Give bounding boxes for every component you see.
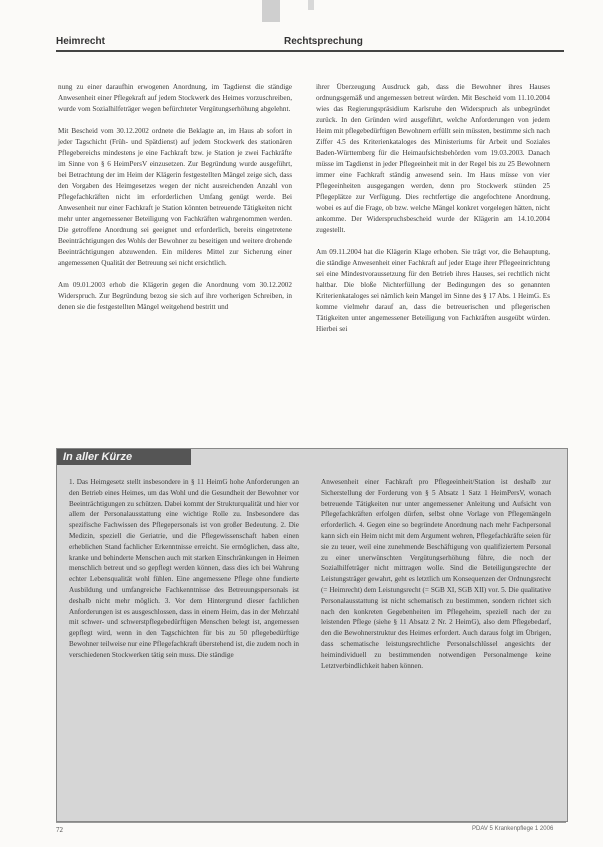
header-category-title: Rechtsprechung (284, 36, 363, 47)
footer-rule (56, 822, 566, 823)
summary-left-column (69, 477, 299, 661)
summary-right-column (321, 477, 551, 671)
footer-source: PDAV 5 Krankenpflege 1 2006 (472, 826, 554, 832)
summary-left-text: 1. Das Heimgesetz stellt insbesondere in § 11 HeimG hohe Anforderungen an den Betrieb eines Heimes, um das Wohl und die Gesundheit der Bewohner vor Beeinträchtigungen zu schützen. Dabei kommt der Strukturqualität und hier vor allem der Personalausstattung eine wichtige Rolle zu. Insbesondere das spezifische Fachwissen des Pflegepersonals ist von großer Bedeutung. 2. Die Medizin, speziell die Geriatrie, und die Pflegewissenschaft haben einen erheblichen Stand fachlicher Erkenntnisse erreicht. Sie ermöglichen, dass alte, kranke und behinderte Menschen auch mit starken Einschränkungen in Heimen menschlich betreut und so gepflegt werden können, dass dies ich bei Wahrung echter Lebensqualität wohl fühlen. Eine angemessene Pflege ohne fundierte Ausbildung und umfangreiche Fachkenntnisse des Betreuungspersonals ist deshalb nicht mehr möglich. 3. Vor dem Hintergrund dieser fachlichen Anforderungen ist es ausgeschlossen, dass in einem Heim, das in der Mehrzahl mit schwer- und schwerstpflegebedürftigen Menschen belegt ist, angemessen gepflegt wird, wenn in den Tagschichten für bis zu 50 pflegebedürftige Bewohner teilweise nur eine Pflegefachkraft überstehend ist, die zudem noch in verschiedenen Stockwerken tätig sein muss. Die ständige (69, 478, 299, 659)
right-paragraph-1: ihrer Überzeugung Ausdruck gab, dass die Bewohner ihres Hauses ordnungsgemäß und angemessen betreut würden. Mit Bescheid vom 11.10.2004 wies das Regierungspräsidium Karlsruhe den Widerspruch als unbegründet zurück. In den Gründen wird ausgeführt, welche Anforderungen von jedem Heim mit pflegebedürftigen Bewohnern erfüllt sein müssten, bestimme sich nach Ziffer 4.5 des Kriterienkataloges des Ministeriums für Arbeit und Soziales Baden-Württemberg für die Heimaufsichtsbehörden vom 19.03.2003. Danach müsse im Tagdienst in jeder Pflegeeinheit mit in der Regel bis zu 25 Bewohnern immer eine Fachkraft ständig anwesend sein. Im Haus müsse von vier Pflegeeinheiten ausgegangen werden, denn pro Stockwerk stünden 25 Pflegeplätze zur Verfügung. Dies rechtfertige die angefochtene Anordnung, wobei es auf die Frage, ob bzw. welche Mängel konkret vorgelegen hätten, nicht ankomme. Der Widerspruchsbescheid wurde der Klägerin am 14.10.2004 zugestellt. (316, 83, 550, 234)
page-header (56, 36, 564, 54)
summary-box-title: In aller Kürze (57, 449, 191, 465)
body-right-column (316, 82, 550, 346)
summary-right-text: Anwesenheit einer Fachkraft pro Pflegeeinheit/Station ist deshalb zur Sicherstellung der Forderung von § 5 Absatz 1 Satz 1 HeimPersV, wonach betreuende Tätigkeiten nur unter angemessener Anleitung und Aufsicht von Pflegefachkräften erfolgen dürfen, selbst ohne Vorlage von Pflegemängeln erforderlich. 4. Gegen eine so begründete Anordnung nach mehr Fachpersonal kann sich ein Heim nicht mit dem Argument wehren, Pflegefachkräfte seien für sie zu teuer, weil eine zunehmende Beschäftigung von qualifiziertem Personal zu einer unerwünschten Vergütungserhöhung führe, die noch der Sozialhilfeträger nicht mittragen wolle. Sind die Beteiligungsrechte der Leistungsträger gewahrt, geht es letztlich um Konsequenzen der Ordnungsrecht (= Heimrecht) dem Leistungsrecht (= SGB XI, SGB XII) vor. 5. Die qualitative Personalausstattung ist nicht schematisch zu bestimmen, sondern richtet sich nach den konkreten Gegebenheiten im Pflegeheim, speziell nach der zu leistenden Pflege (siehe § 11 Absatz 2 Nr. 2 HeimG), also dem Pflegebedarf, den die Bewohnerstruktur des Heimes erfordert. Auch daraus folgt im Übrigen, dass schematische leistungsrechtliche Personalschlüssel angesichts der heimindividuell zu bestimmenden notwendigen Personalmenge keine Letztverbindlichkeit haben können. (321, 478, 551, 670)
right-paragraph-2: Am 09.11.2004 hat die Klägerin Klage erhoben. Sie trägt vor, die Behauptung, die ständige Anwesenheit einer Fachkraft auf jeder Etage ihrer Pflegeeinrichtung sei eine Mindestvoraussetzung für den Betrieb ihres Hauses, sei rechtlich nicht haltbar. Die bloße Nichterfüllung der Bedingungen des so genannten Kriterienkataloges sei nämlich kein Mangel im Sinne des § 17 Abs. 1 HeimG. Es komme vielmehr darauf an, dass die betreuerischen und pflegerischen Tätigkeiten unter angemessener Beteiligung von Fachkräften ausgeübt würden. Hierbei sei (316, 248, 550, 333)
summary-box (56, 448, 568, 822)
scan-mark-top-small (308, 0, 314, 10)
scan-mark-top (262, 0, 280, 22)
left-paragraph-1: nung zu einer daraufhin erwogenen Anordnung, im Tagdienst die ständige Anwesenheit einer Pflegekraft auf jedem Stockwerk des Heimes vorzuschreiben, wurde vom Sozialhilfeträger wegen befürchteter Vergütungserhöhung abgelehnt. (58, 83, 292, 113)
page-number: 72 (56, 826, 63, 834)
left-paragraph-2: Mit Bescheid vom 30.12.2002 ordnete die Beklagte an, im Haus ab sofort in jeder Tagschicht (Früh- und Spätdienst) auf jedem Stockwerk des stationären Pflegebereichs mindestens je eine Fachkraft bzw. je Station je zwei Fachkräfte im Sinne von § 6 HeimPersV einzusetzen. Zur Begründung wurde ausgeführt, bei Betrachtung der im Heim der Klägerin festgestellten Mängel zeige sich, dass den Vorgaben des Heimgesetzes wegen der nicht ausreichenden Anzahl von Pflegefachkräften nicht im erforderlichen Umfang genügt werde. Bei Anwesenheit nur einer Fachkraft je Station könnten betreuende Tätigkeiten nicht mehr unter angemessener Beteiligung von Fachkräften wahrgenommen werden. Die getroffene Anordnung sei geeignet und erforderlich, bereits eingetretene Beeinträchtigungen des Wohls der Bewohner zu beseitigen und weitere drohende Beeinträchtigungen abzuwenden. Ein milderes Mittel zur Sicherung einer angemessenen Qualität der Betreuung sei nicht ersichtlich. (58, 127, 292, 267)
header-rule (56, 50, 564, 52)
header-section-title: Heimrecht (56, 36, 105, 47)
body-left-column (58, 82, 292, 324)
left-paragraph-3: Am 09.01.2003 erhob die Klägerin gegen die Anordnung vom 30.12.2002 Widerspruch. Zur Begründung bezog sie sich auf ihre vorherigen Schreiben, in denen sie die festgestellten Mängel weitgehend bestritt und (58, 281, 292, 311)
